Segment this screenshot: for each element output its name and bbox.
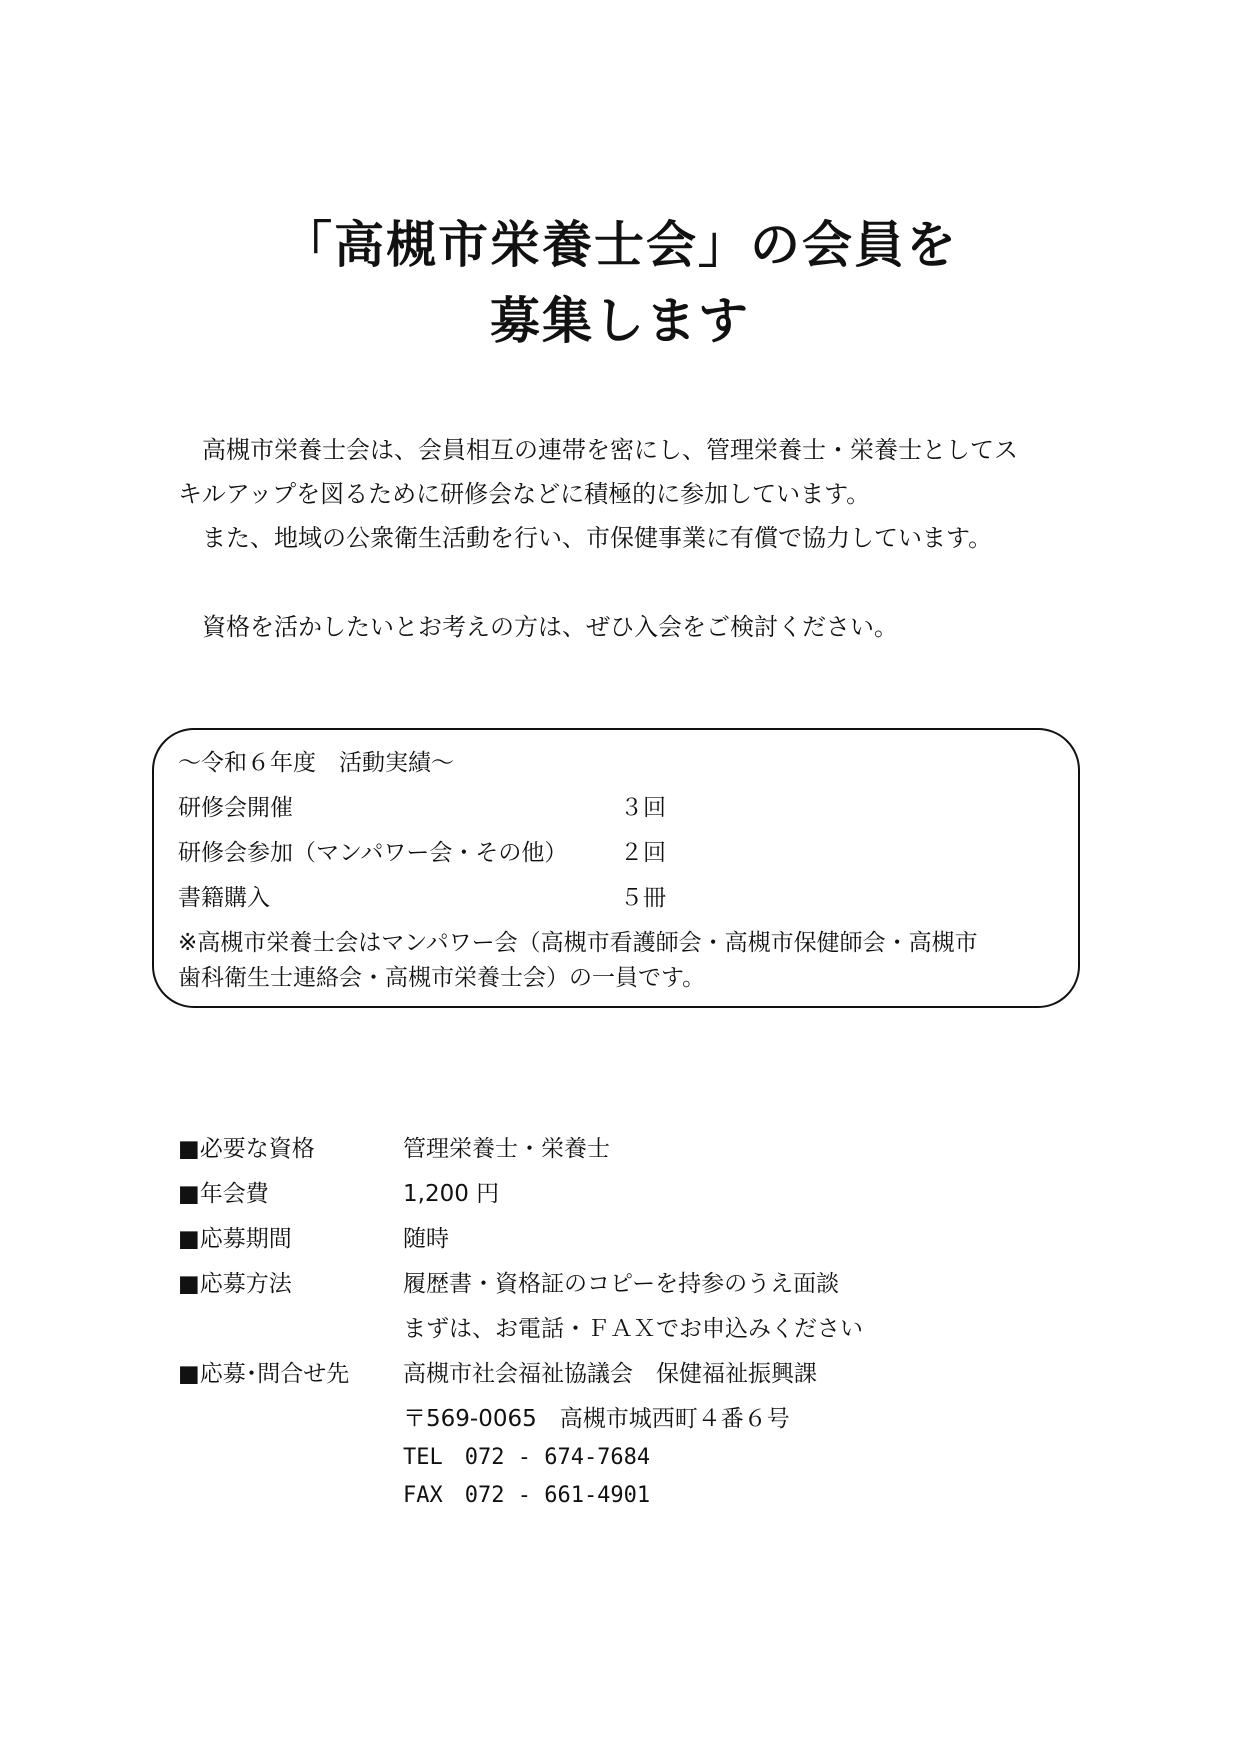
info-label-qualification: ■必要な資格	[178, 1136, 315, 1162]
contact-organization: 高槻市社会福祉協議会 保健福祉振興課	[403, 1361, 817, 1387]
activity-item-label-3: 書籍購入	[178, 885, 270, 911]
intro-paragraph-1-line-2: キルアップを図るために研修会などに積極的に参加しています。	[178, 480, 871, 508]
page-title-line-1: 「高槻市栄養士会」の会員を	[282, 216, 958, 274]
activity-item-count-1: ３回	[620, 795, 666, 821]
info-value-method-line-2: まずは、お電話・ＦＡＸでお申込みください	[403, 1316, 863, 1342]
activity-heading: ～令和６年度 活動実績～	[178, 750, 454, 776]
info-label-contact: ■応募･問合せ先	[178, 1361, 350, 1387]
info-value-qualification: 管理栄養士・栄養士	[403, 1136, 610, 1162]
info-label-fee: ■年会費	[178, 1181, 269, 1207]
info-value-period: 随時	[403, 1226, 449, 1252]
page-title-line-2: 募集します	[490, 292, 750, 350]
info-label-period: ■応募期間	[178, 1226, 292, 1252]
intro-paragraph-2: また、地域の公衆衛生活動を行い、市保健事業に有償で協力しています。	[202, 524, 993, 552]
contact-fax: FAX 072 - 661-4901	[403, 1483, 651, 1508]
intro-paragraph-1-line-1: 高槻市栄養士会は、会員相互の連帯を密にし、管理栄養士・栄養士としてス	[202, 436, 1018, 464]
activity-item-count-3: ５冊	[620, 885, 666, 911]
activity-item-label-1: 研修会開催	[178, 795, 293, 821]
info-label-method: ■応募方法	[178, 1271, 292, 1297]
info-value-fee: 1,200 円	[403, 1181, 500, 1207]
activity-item-label-2: 研修会参加（マンパワー会・その他）	[178, 840, 568, 866]
intro-paragraph-3: 資格を活かしたいとお考えの方は、ぜひ入会をご検討ください。	[202, 613, 898, 641]
contact-address: 〒569-0065 高槻市城西町４番６号	[403, 1406, 790, 1432]
info-value-method-line-1: 履歴書・資格証のコピーを持参のうえ面談	[403, 1271, 840, 1297]
activity-note-line-2: 歯科衛生士連絡会・高槻市栄養士会）の一員です。	[178, 965, 706, 991]
activity-note-line-1: ※高槻市栄養士会はマンパワー会（高槻市看護師会・高槻市保健師会・高槻市	[178, 930, 978, 956]
activity-item-count-2: ２回	[620, 840, 666, 866]
contact-tel: TEL 072 - 674-7684	[403, 1445, 651, 1470]
